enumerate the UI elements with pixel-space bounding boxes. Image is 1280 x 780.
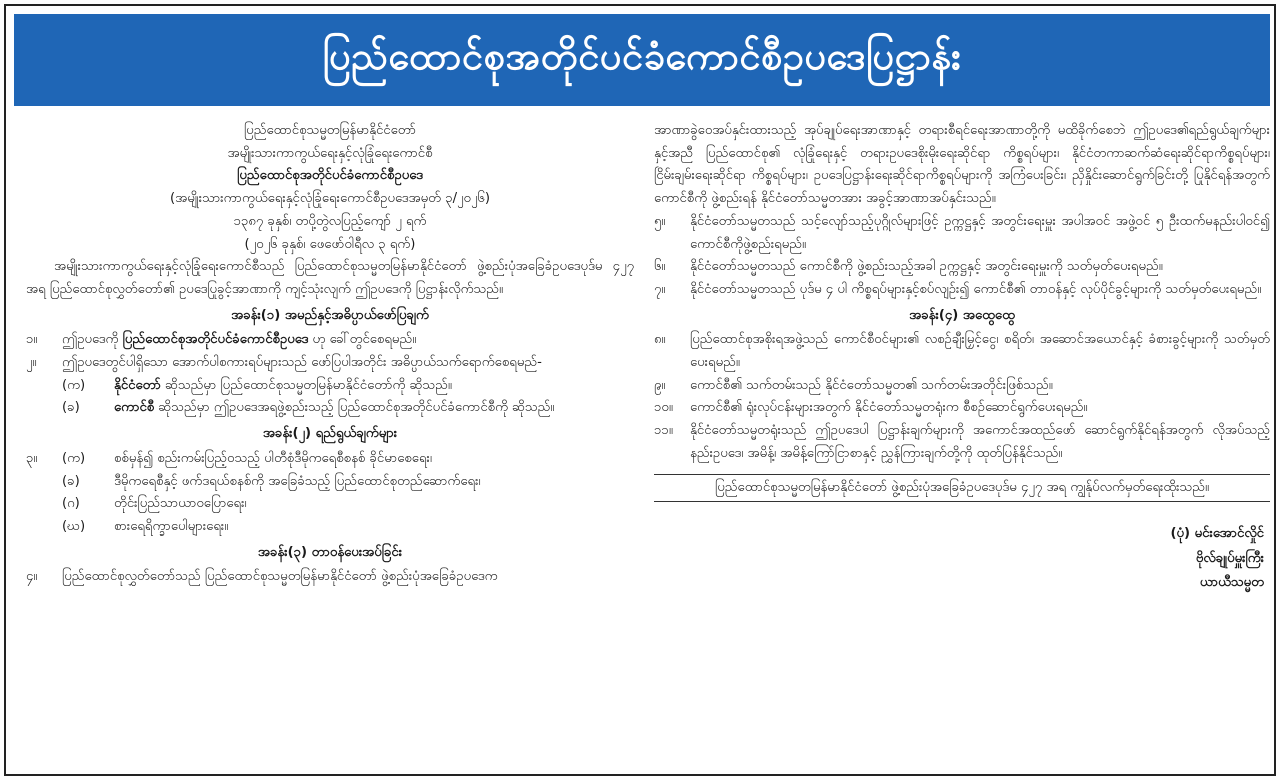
clause-text: ဒီမိုကရေစီနှင့် ဖက်ဒရယ်စနစ်ကို အခြေခံသည့် ပြည်ထောင်စုတည်ဆောက်ရေး၊ bbox=[114, 473, 481, 489]
section-7 bbox=[654, 279, 1270, 302]
section-number: ၆။ bbox=[654, 259, 666, 275]
clause-text: တိုင်းပြည်သာယာဝပြောရေး၊ bbox=[114, 496, 247, 512]
chapter-1-heading: အခန်း(၁) အမည်နှင့်အဓိပ္ပာယ်ဖော်ပြချက် bbox=[231, 307, 429, 323]
section-number: ၁။ bbox=[26, 332, 38, 348]
section-11 bbox=[654, 420, 1270, 465]
clause-number: (ဂ) bbox=[62, 496, 80, 512]
clause-number: (ဃ) bbox=[62, 518, 86, 534]
clause bbox=[62, 448, 634, 471]
section-5 bbox=[654, 211, 1270, 256]
law-number: (အမျိုးသားကာကွယ်ရေးနှင့်လုံခြုံရေးကောင်စီဥပဒေအမှတ် ၃/၂၀၂၆) bbox=[170, 191, 490, 207]
section-number: ၂။ bbox=[26, 355, 37, 371]
section-text: ပြည်ထောင်စုအစိုးရအဖွဲ့သည် ကောင်စီဝင်များ၏ လစဉ်ချီးမြှင့်ငွေ၊ စရိတ်၊ အဆောင်အယောင်နှင့် ခံစားခွင့်များကို သတ်မှတ်ပေးရမည်။ bbox=[690, 332, 1270, 371]
left-column bbox=[26, 120, 634, 589]
signatory-title: ယာယီသမ္မတ bbox=[1199, 575, 1264, 591]
date-burmese: ၁၃၈၇ ခုနှစ်၊ တပို့တွဲလပြည့်ကျော် ၂ ရက် bbox=[233, 213, 427, 229]
chapter-2-heading: အခန်း(၂) ရည်ရွယ်ချက်များ bbox=[262, 426, 398, 442]
section-number: ၁၀။ bbox=[654, 400, 673, 416]
preamble: အမျိုးသားကာကွယ်ရေးနှင့်လုံခြုံရေးကောင်စီသည် ပြည်ထောင်စုသမ္မတမြန်မာနိုင်ငံတော် ဖွဲ့စည်းပုံအခြေခံဥပဒေပုဒ်မ ၄၂၇ အရ ပြည်ထောင်စုလွှတ်တော်၏ ဥပဒေပြုခွင့်အာဏာကို ကျင့်သုံးလျက် ဤဥပဒေကို ပြဋ္ဌာန်းလိုက်သည်။ bbox=[26, 259, 634, 297]
definition-b bbox=[26, 397, 634, 420]
section-text: ကောင်စီ၏ ရုံးလုပ်ငန်းများအတွက် နိုင်ငံတော်သမ္မတရုံးက စီစဉ်ဆောင်ရွက်ပေးရမည်။ bbox=[690, 400, 1088, 416]
section-text: ပြည်ထောင်စုလွှတ်တော်သည် ပြည်ထောင်စုသမ္မတမြန်မာနိုင်ငံတော် ဖွဲ့စည်းပုံအခြေခံဥပဒေက bbox=[62, 569, 498, 585]
clause-text: စစ်မှန်၍ စည်းကမ်းပြည့်ဝသည့် ပါတီစုံဒီမိုကရေစီစနစ် ခိုင်မာစေရေး၊ bbox=[114, 450, 432, 466]
right-column bbox=[654, 120, 1270, 596]
signature-block bbox=[654, 522, 1270, 595]
section-9 bbox=[654, 375, 1270, 398]
header-line: အမျိုးသားကာကွယ်ရေးနှင့်လုံခြုံရေးကောင်စီ bbox=[227, 145, 433, 161]
law-name: ပြည်ထောင်စုအတိုင်ပင်ခံကောင်စီဥပဒေ bbox=[237, 168, 423, 184]
clause-text bbox=[114, 397, 634, 420]
clause bbox=[62, 516, 634, 539]
clause-number: (က) bbox=[62, 450, 86, 466]
section-text-pre: ဤဥပဒေကို bbox=[62, 332, 123, 348]
clause-text bbox=[114, 375, 634, 398]
section-text: ကောင်စီ၏ သက်တမ်းသည် နိုင်ငံတော်သမ္မတ၏ သက်တမ်းအတိုင်းဖြစ်သည်။ bbox=[690, 377, 1053, 393]
signatory-name: (ပုံ) မင်းအောင်လှိုင် bbox=[1170, 526, 1264, 542]
section-2 bbox=[26, 352, 634, 375]
section-text: နိုင်ငံတော်သမ္မတသည် သင့်လျော်သည့်ပုဂ္ဂိုလ်များဖြင့် ဥက္ကဋ္ဌနှင့် အတွင်းရေးမှူး အပါအဝင် အဖွဲ့ဝင် ၅ ဦးထက်မနည်းပါဝင်၍ ကောင်စီကိုဖွဲ့စည်းရမည်။ bbox=[690, 213, 1270, 252]
document-title: ပြည်ထောင်စုအတိုင်ပင်ခံကောင်စီဥပဒေပြဋ္ဌာန်း bbox=[322, 34, 962, 78]
section-6 bbox=[654, 256, 1270, 279]
section-text-post: ဟု ခေါ်တွင်စေရမည်။ bbox=[308, 332, 417, 348]
section-number: ၉။ bbox=[654, 377, 666, 393]
section-4-continued: အာဏာခွဲဝေအပ်နှင်းထားသည့် အုပ်ချုပ်ရေးအာဏာနှင့် တရားစီရင်ရေးအာဏာတို့ကို မထိခိုက်စေဘဲ ဤဥပဒေ၏ရည်ရွယ်ချက်များနှင့်အညီ ပြည်ထောင်စု၏ လုံခြုံရေးနှင့် တရားဥပဒေစိုးမိုးရေးဆိုင်ရာ ကိစ္စရပ်များ၊ နိုင်ငံတကာဆက်ဆံရေးဆိုင်ရာကိစ္စရပ်များ၊ ငြိမ်းချမ်းရေးဆိုင်ရာ ကိစ္စရပ်များ၊ ဥပဒေပြဋ္ဌာန်းရေးဆိုင်ရာကိစ္စရပ်များကို အကြံပေးခြင်း၊ ညှိနှိုင်းဆောင်ရွက်ခြင်းတို့ ပြုနိုင်ရန်အတွက် ကောင်စီကို ဖွဲ့စည်းရန် နိုင်ငံတော်သမ္မတအား အခွင့်အာဏာအပ်နှင်းသည်။ bbox=[654, 123, 1270, 207]
section-text bbox=[62, 329, 634, 352]
section-number: ၇။ bbox=[654, 281, 666, 297]
header-block bbox=[26, 120, 634, 256]
section-text-bold: ပြည်ထောင်စုအတိုင်ပင်ခံကောင်စီဥပဒေ bbox=[122, 332, 309, 348]
section-10 bbox=[654, 397, 1270, 420]
term: ကောင်စီ bbox=[114, 400, 155, 416]
signature-statement: ပြည်ထောင်စုသမ္မတမြန်မာနိုင်ငံတော် ဖွဲ့စည်းပုံအခြေခံဥပဒေပုဒ်မ ၄၂၇ အရ ကျွန်ုပ်လက်မှတ်ရေးထိုးသည်။ bbox=[654, 474, 1270, 503]
clause bbox=[62, 471, 634, 494]
clause-list bbox=[62, 448, 634, 539]
section-text: နိုင်ငံတော်သမ္မတရုံးသည် ဤဥပဒေပါ ပြဋ္ဌာန်းချက်များကို အကောင်အထည်ဖော် ဆောင်ရွက်နိုင်ရန်အတွက် လိုအပ်သည့် နည်းဥပဒေ၊ အမိန့်၊ အမိန့်ကြော်ငြာစာနှင့် ညွှန်ကြားချက်တို့ကို ထုတ်ပြန်နိုင်သည်။ bbox=[690, 423, 1270, 461]
section-number: ၄။ bbox=[26, 569, 38, 585]
definition-a bbox=[26, 375, 634, 398]
clause-text: စားရေရိက္ခာပေါများရေး။ bbox=[114, 518, 229, 534]
section-1 bbox=[26, 329, 634, 352]
section-8 bbox=[654, 329, 1270, 374]
section-number: ၈။ bbox=[654, 332, 666, 348]
title-banner bbox=[14, 14, 1270, 106]
clause-number: (ခ) bbox=[62, 400, 80, 416]
signatory-rank: ဗိုလ်ချုပ်မှူးကြီး bbox=[1195, 550, 1264, 566]
section-3 bbox=[26, 448, 634, 539]
term: နိုင်ငံတော် bbox=[114, 377, 161, 393]
section-number: ၅။ bbox=[654, 213, 666, 229]
section-number: ၁၁။ bbox=[654, 423, 673, 439]
section-text: ဤဥပဒေတွင်ပါရှိသော အောက်ပါစကားရပ်များသည် ဖော်ပြပါအတိုင်း အဓိပ္ပာယ်သက်ရောက်စေရမည်- bbox=[62, 355, 542, 371]
header-line: ပြည်ထောင်စုသမ္မတမြန်မာနိုင်ငံတော် bbox=[243, 123, 417, 138]
document-frame bbox=[4, 4, 1276, 776]
section-4 bbox=[26, 566, 634, 589]
definition: ဆိုသည်မှာ ပြည်ထောင်စုသမ္မတမြန်မာနိုင်ငံတော်ကို ဆိုသည်။ bbox=[160, 377, 452, 393]
date-gregorian: (၂၀၂၆ ခုနှစ်၊ ဖေဖော်ဝါရီလ ၃ ရက်) bbox=[244, 236, 416, 252]
definition: ဆိုသည်မှာ ဤဥပဒေအရဖွဲ့စည်းသည့် ပြည်ထောင်စုအတိုင်ပင်ခံကောင်စီကို ဆိုသည်။ bbox=[154, 400, 555, 416]
chapter-3-heading: အခန်း(၃) တာဝန်ပေးအပ်ခြင်း bbox=[257, 544, 403, 560]
chapter-4-heading: အခန်း(၄) အထွေထွေ bbox=[909, 307, 1015, 323]
clause bbox=[62, 493, 634, 516]
clause-number: (ခ) bbox=[62, 473, 80, 489]
section-text: နိုင်ငံတော်သမ္မတသည် ကောင်စီကို ဖွဲ့စည်းသည့်အခါ ဥက္ကဋ္ဌနှင့် အတွင်းရေးမှူးကို သတ်မှတ်ပေးရမည်။ bbox=[690, 259, 1163, 275]
section-number: ၃။ bbox=[26, 450, 38, 466]
clause-number: (က) bbox=[62, 377, 86, 393]
section-text: နိုင်ငံတော်သမ္မတသည် ပုဒ်မ ၄ ပါ ကိစ္စရပ်များနှင့်စပ်လျဉ်း၍ ကောင်စီ၏ တာဝန်နှင့် လုပ်ပိုင်ခွင့်များကို သတ်မှတ်ပေးရမည်။ bbox=[690, 281, 1262, 297]
